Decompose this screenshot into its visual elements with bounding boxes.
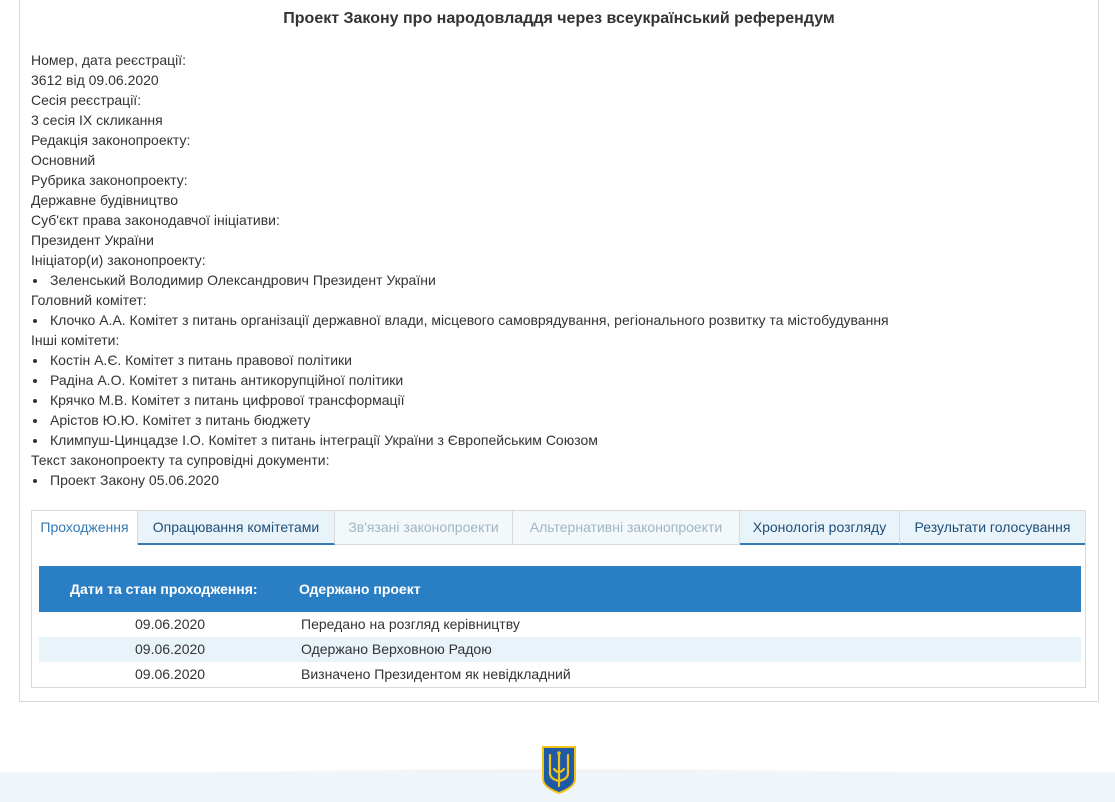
edition-value: Основний — [31, 152, 96, 168]
docs-list — [31, 470, 889, 490]
row-date: 09.06.2020 — [135, 666, 206, 682]
status-header — [39, 566, 1081, 612]
rubric-label: Рубрика законопроекту: — [31, 172, 188, 188]
row-date: 09.06.2020 — [135, 641, 206, 657]
committee-item: Костін А.Є. Комітет з питань правової політики — [31, 350, 889, 370]
tab-related-bills[interactable]: Зв'язані законопроекти — [335, 511, 513, 545]
page-title: Проект Закону про народовладдя через всеукраїнський референдум — [283, 10, 835, 27]
tab-progress[interactable]: Проходження — [32, 511, 138, 545]
tab-bar — [32, 511, 1085, 545]
main-committee-item: Клочко А.А. Комітет з питань організації державної влади, місцевого самоврядування, регіонального розвитку та містобудування — [31, 310, 889, 330]
committee-item: Крячко М.В. Комітет з питань цифрової трансформації — [31, 390, 889, 410]
trident-emblem-icon — [541, 745, 577, 795]
table-row — [39, 662, 1081, 687]
other-committees-list — [31, 350, 889, 450]
table-row — [39, 637, 1081, 662]
doc-item: Проект Закону 05.06.2020 — [31, 470, 889, 490]
session-label: Сесія реєстрації: — [31, 92, 142, 108]
initiators-list — [31, 270, 889, 290]
tab-alternative-bills[interactable]: Альтернативні законопроекти — [513, 511, 740, 545]
edition-label: Редакція законопроекту: — [31, 132, 191, 148]
table-row — [39, 612, 1081, 637]
rubric-value: Державне будівництво — [31, 192, 179, 208]
initiator-item: Зеленський Володимир Олександрович Президент України — [31, 270, 889, 290]
other-committees-label: Інші комітети: — [31, 332, 120, 348]
row-text: Визначено Президентом як невідкладний — [301, 666, 571, 682]
row-text: Передано на розгляд керівництву — [301, 616, 520, 632]
tab-voting-results[interactable]: Результати голосування — [900, 511, 1085, 545]
bill-info — [31, 50, 889, 490]
tab-chronology[interactable]: Хронологія розгляду — [740, 511, 900, 545]
status-header-value: Одержано проект — [299, 581, 421, 597]
docs-label: Текст законопроекту та супровідні документи: — [31, 452, 330, 468]
subject-label: Суб'єкт права законодавчої ініціативи: — [31, 212, 280, 228]
initiators-label: Ініціатор(и) законопроекту: — [31, 252, 206, 268]
reg-label: Номер, дата реєстрації: — [31, 52, 187, 68]
committee-item: Радіна А.О. Комітет з питань антикорупційної політики — [31, 370, 889, 390]
bill-card — [19, 0, 1099, 702]
tabs-panel — [31, 510, 1086, 688]
session-value: 3 сесія IX скликання — [31, 112, 163, 128]
subject-value: Президент України — [31, 232, 154, 248]
status-header-label: Дати та стан проходження: — [70, 581, 258, 597]
committee-item: Арістов Ю.Ю. Комітет з питань бюджету — [31, 410, 889, 430]
tab-committees[interactable]: Опрацювання комітетами — [138, 511, 335, 545]
status-table — [39, 612, 1081, 687]
row-date: 09.06.2020 — [135, 616, 206, 632]
committee-item: Климпуш-Цинцадзе І.О. Комітет з питань інтеграції України з Європейським Союзом — [31, 430, 889, 450]
main-committee-label: Головний комітет: — [31, 292, 147, 308]
row-text: Одержано Верховною Радою — [301, 641, 492, 657]
main-committee-list — [31, 310, 889, 330]
reg-value: 3612 від 09.06.2020 — [31, 72, 159, 88]
